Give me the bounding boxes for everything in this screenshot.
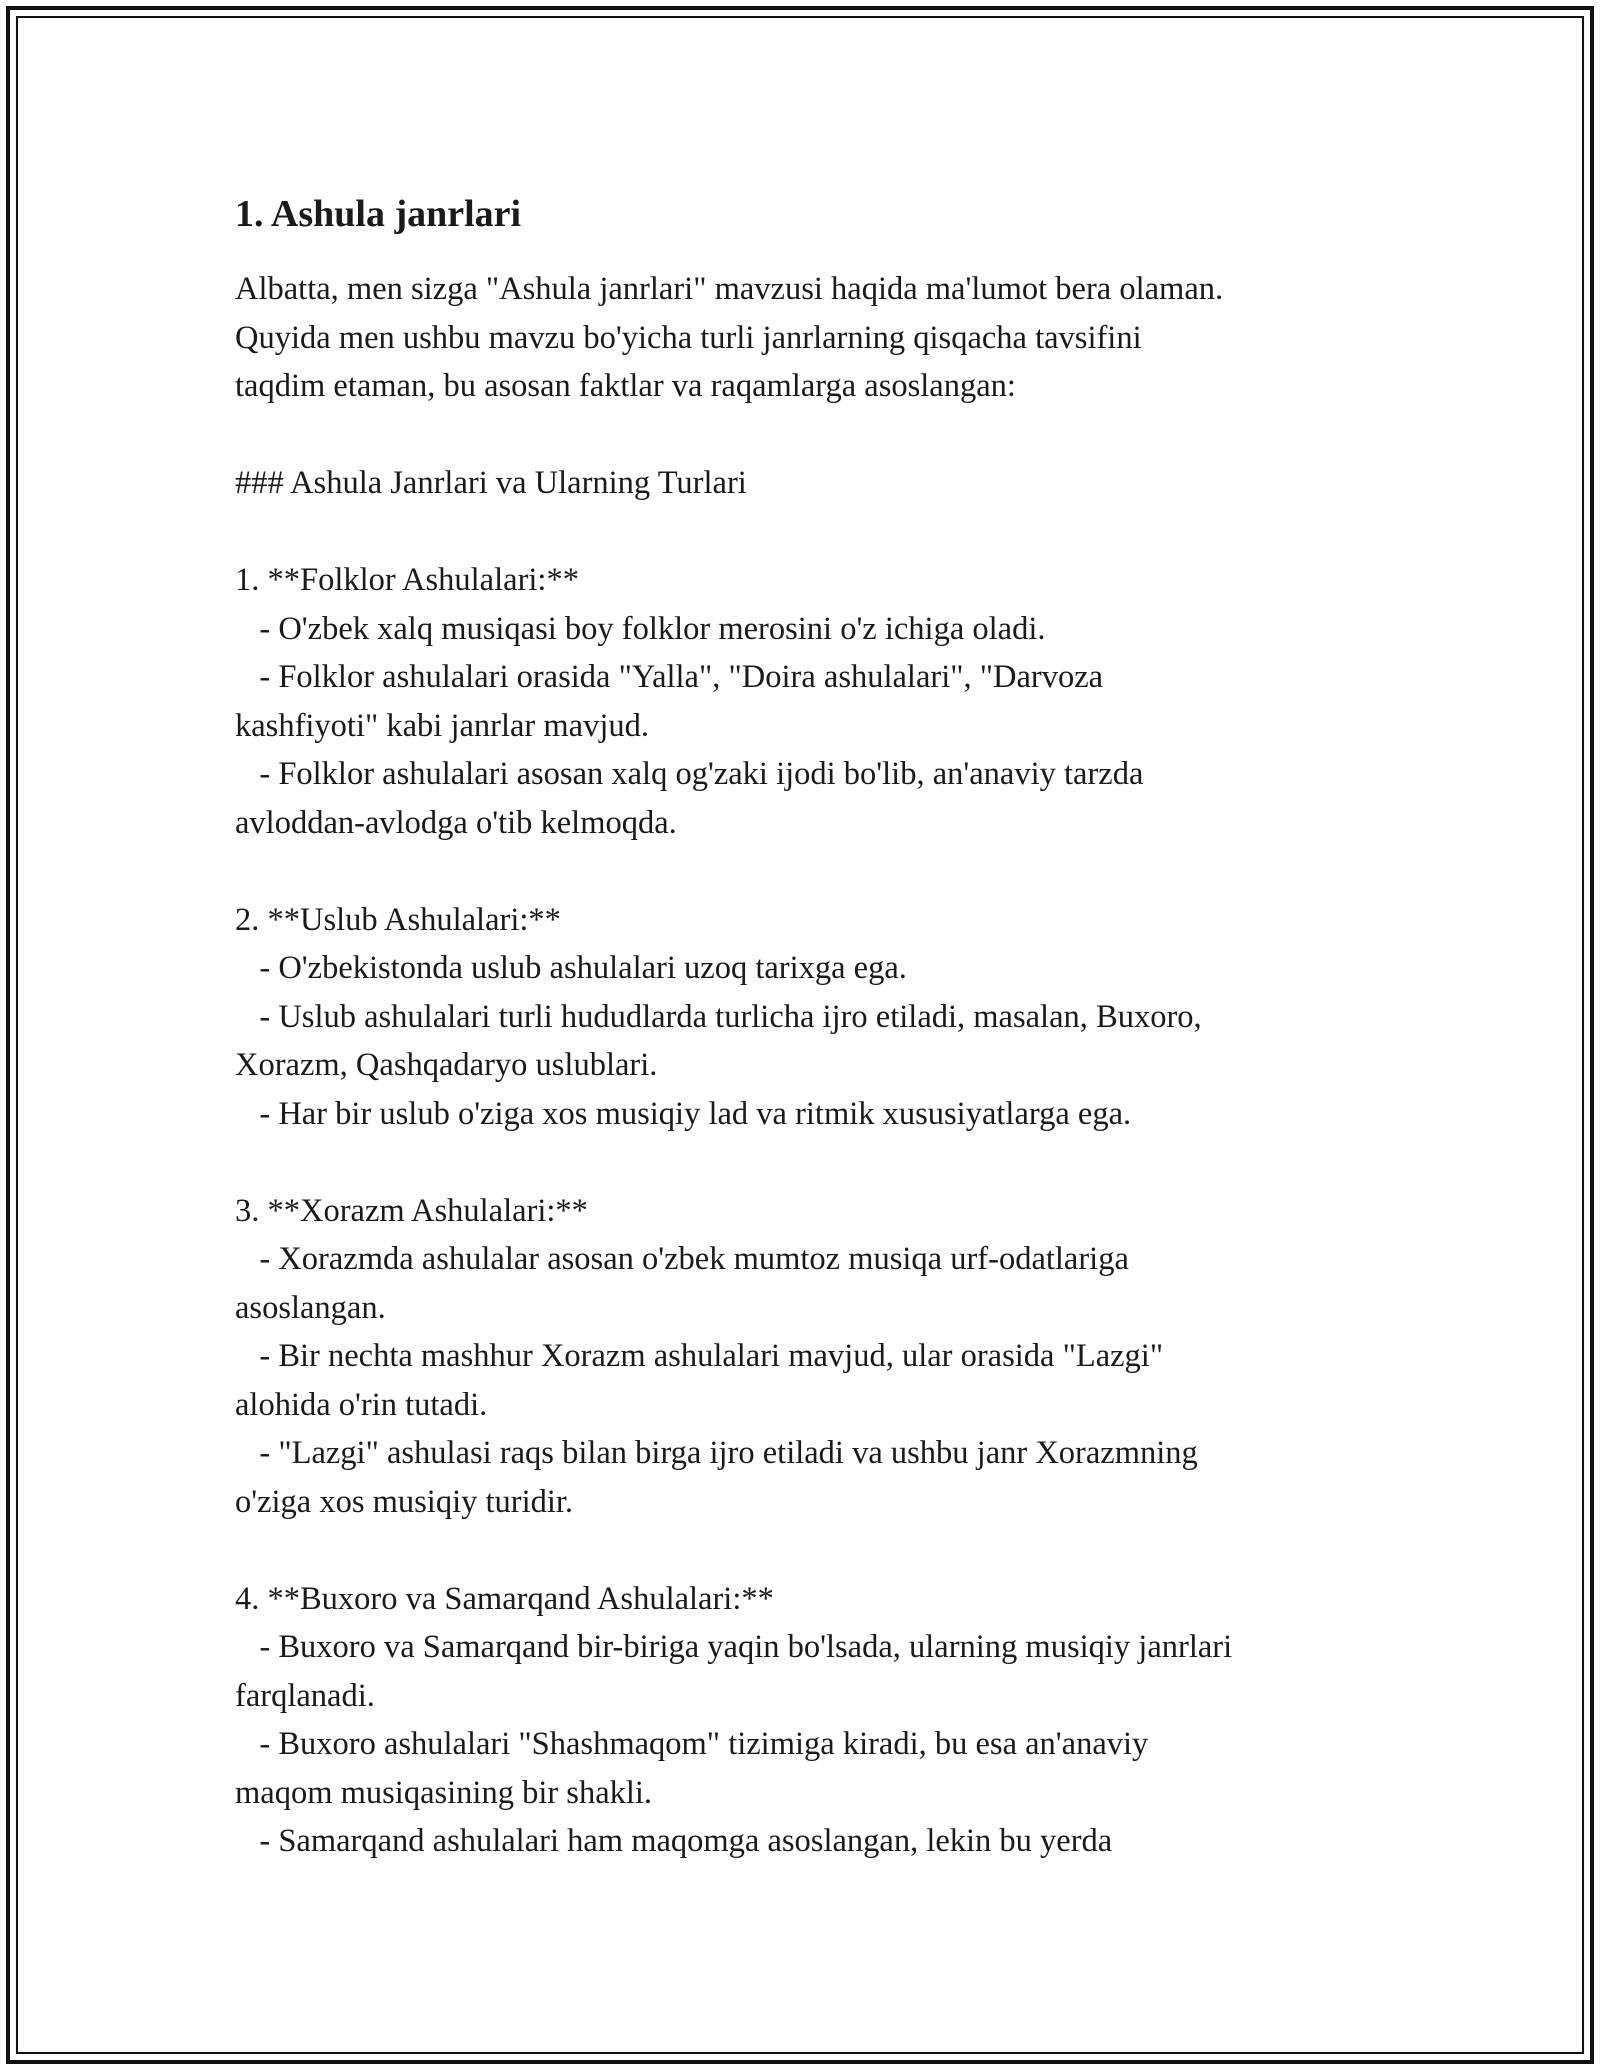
section-line: - Samarqand ashulalari ham maqomga asoslangan, lekin bu yerda [235, 1823, 1113, 1859]
section-title: 3. **Xorazm Ashulalari:** [235, 1192, 588, 1229]
section-line: - O'zbek xalq musiqasi boy folklor merosini o'z ichiga oladi. [235, 610, 1046, 647]
section-title: 4. **Buxoro va Samarqand Ashulalari:** [235, 1580, 774, 1617]
section-line: o'ziga xos musiqiy turidir. [235, 1483, 574, 1520]
section-folklor [235, 556, 1405, 847]
section-line: - Buxoro ashulalari "Shashmaqom" tizimiga kiradi, bu esa an'anaviy [235, 1726, 1149, 1762]
section-line: Xorazm, Qashqadaryo uslublari. [235, 1047, 658, 1083]
section-line: - Uslub ashulalari turli hududlarda turlicha ijro etiladi, masalan, Buxoro, [235, 998, 1202, 1035]
section-xorazm [235, 1187, 1405, 1527]
section-line: farqlanadi. [235, 1677, 375, 1714]
intro-paragraph [235, 265, 1405, 411]
section-line: alohida o'rin tutadi. [235, 1386, 488, 1423]
section-line: - Xorazmda ashulalar asosan o'zbek mumtoz musiqa urf-odatlariga [235, 1241, 1129, 1277]
section-line: - O'zbekistonda uslub ashulalari uzoq tarixga ega. [235, 950, 907, 986]
section-line: - Buxoro va Samarqand bir-biriga yaqin bo'lsada, ularning musiqiy janrlari [235, 1629, 1233, 1665]
intro-line: Albatta, men sizga "Ashula janrlari" mavzusi haqida ma'lumot bera olaman. [235, 271, 1224, 307]
document-body [235, 185, 1405, 1866]
section-line: - "Lazgi" ashulasi raqs bilan birga ijro etiladi va ushbu janr Xorazmning [235, 1435, 1198, 1471]
intro-line: Quyida men ushbu mavzu bo'yicha turli janrlarning qisqacha tavsifini [235, 319, 1142, 356]
section-line: asoslangan. [235, 1289, 386, 1326]
subheading-text: ### Ashula Janrlari va Ularning Turlari [235, 465, 747, 501]
section-title: 1. **Folklor Ashulalari:** [235, 562, 579, 598]
section-subheading [235, 459, 1405, 508]
section-buxoro-samarqand [235, 1575, 1405, 1866]
section-line: - Bir nechta mashhur Xorazm ashulalari mavjud, ular orasida "Lazgi" [235, 1338, 1164, 1374]
section-line: kashfiyoti" kabi janrlar mavjud. [235, 707, 649, 744]
page-title: 1. Ashula janrlari [235, 193, 522, 235]
section-line: avloddan-avlodga o'tib kelmoqda. [235, 804, 677, 841]
intro-line: taqdim etaman, bu asosan faktlar va raqamlarga asoslangan: [235, 368, 1016, 404]
section-line: maqom musiqasining bir shakli. [235, 1774, 653, 1811]
section-uslub [235, 896, 1405, 1139]
section-line: - Har bir uslub o'ziga xos musiqiy lad va ritmik xususiyatlarga ega. [235, 1095, 1132, 1132]
section-line: - Folklor ashulalari asosan xalq og'zaki ijodi bo'lib, an'anaviy tarzda [235, 756, 1144, 792]
section-line: - Folklor ashulalari orasida "Yalla", "Doira ashulalari", "Darvoza [235, 659, 1104, 695]
section-title: 2. **Uslub Ashulalari:** [235, 901, 561, 938]
